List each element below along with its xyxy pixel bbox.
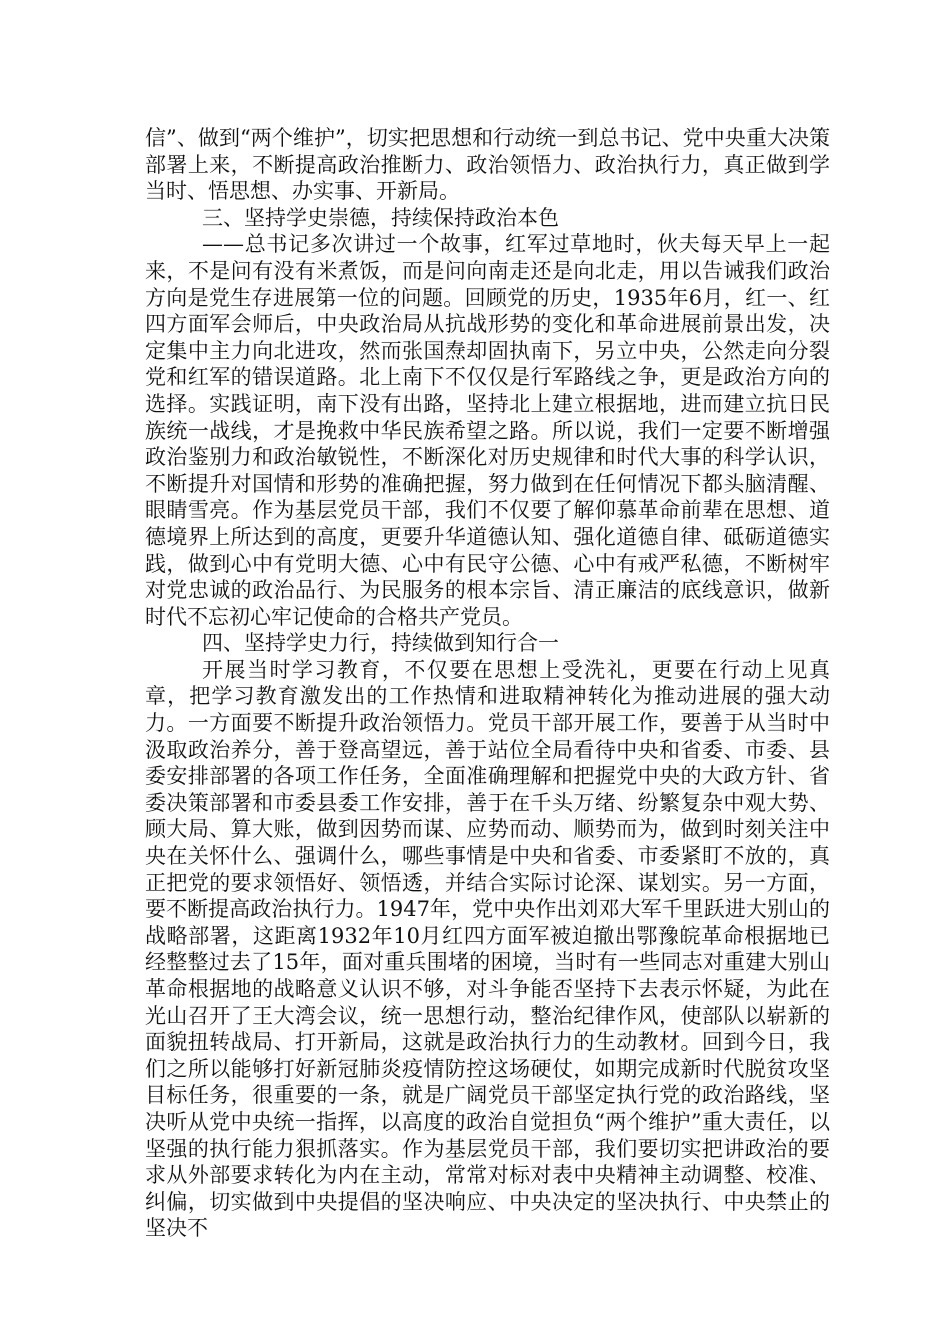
paragraph-section-3: ——总书记多次讲过一个故事，红军过草地时，伙夫每天早上一起来，不是问有没有米煮饭，而是问向南走还是向北走，用以告诫我们政治方向是党生存进展第一位的问题。回顾党的历史，1935年6月，红一、红四方面军会师后，中央政治局从抗战形势的变化和革命进展前景出发，决定集中主力向北进攻，然而张国焘却固执南下，另立中央，公然走向分裂党和红军的错误道路。北上南下不仅仅是行军路线之争，更是政治方向的选择。实践证明，南下没有出路，坚持北上建立根据地，进而建立抗日民族统一战线，才是挽救中华民族希望之路。所以说，我们一定要不断增强政治鉴别力和政治敏锐性，不断深化对历史规律和时代大事的科学认识，不断提升对国情和形势的准确把握，努力做到在任何情况下都头脑清醒、眼睛雪亮。作为基层党员干部，我们不仅要了解仰慕革命前辈在思想、道德境界上所达到的高度，更要升华道德认知、强化道德自律、砥砺道德实践，做到心中有党明大德、心中有民守公德、心中有戒严私德，不断树牢对党忠诚的政治品行、为民服务的根本宗旨、清正廉洁的底线意识，做新时代不忘初心牢记使命的合格共产党员。 (145, 232, 830, 629)
document-page (145, 125, 830, 1242)
section-heading-3: 三、坚持学史崇德，持续保持政治本色 (202, 205, 559, 230)
section-heading-4: 四、坚持学史力行，持续做到知行合一 (202, 631, 559, 656)
paragraph-continuation: 信”、做到“两个维护”，切实把思想和行动统一到总书记、党中央重大决策部署上来，不断提高政治推断力、政治领悟力、政治执行力，真正做到学当时、悟思想、办实事、开新局。 (145, 126, 830, 204)
paragraph-section-4: 开展当时学习教育，不仅要在思想上受洗礼，更要在行动上见真章，把学习教育激发出的工作热情和进取精神转化为推动进展的强大动力。一方面要不断提升政治领悟力。党员干部开展工作，要善于从当时中汲取政治养分，善于登高望远，善于站位全局看待中央和省委、市委、县委安排部署的各项工作任务，全面准确理解和把握党中央的大政方针、省委决策部署和市委县委工作安排，善于在千头万绪、纷繁复杂中观大势、顾大局、算大账，做到因势而谋、应势而动、顺势而为，做到时刻关注中央在关怀什么、强调什么，哪些事情是中央和省委、市委紧盯不放的，真正把党的要求领悟好、领悟透，并结合实际讨论深、谋划实。另一方面，要不断提高政治执行力。1947年，党中央作出刘邓大军千里跃进大别山的战略部署，这距离1932年10月红四方面军被迫撤出鄂豫皖革命根据地已经整整过去了15年，面对重兵围堵的困境，当时有一些同志对重建大别山革命根据地的战略意义认识不够，对斗争能否坚持下去表示怀疑，为此在光山召开了王大湾会议，统一思想行动，整治纪律作风，使部队以崭新的面貌扭转战局、打开新局，这就是政治执行力的生动教材。回到今日，我们之所以能够打好新冠肺炎疫情防控这场硬仗，如期完成新时代脱贫攻坚目标任务，很重要的一条，就是广阔党员干部坚定执行党的政治路线，坚决听从党中央统一指挥，以高度的政治自觉担负“两个维护”重大责任，以坚强的执行能力狠抓落实。作为基层党员干部，我们要切实把讲政治的要求从外部要求转化为内在主动，常常对标对表中央精神主动调整、校准、纠偏，切实做到中央提倡的坚决响应、中央决定的坚决执行、中央禁止的坚决不 (145, 657, 830, 1241)
